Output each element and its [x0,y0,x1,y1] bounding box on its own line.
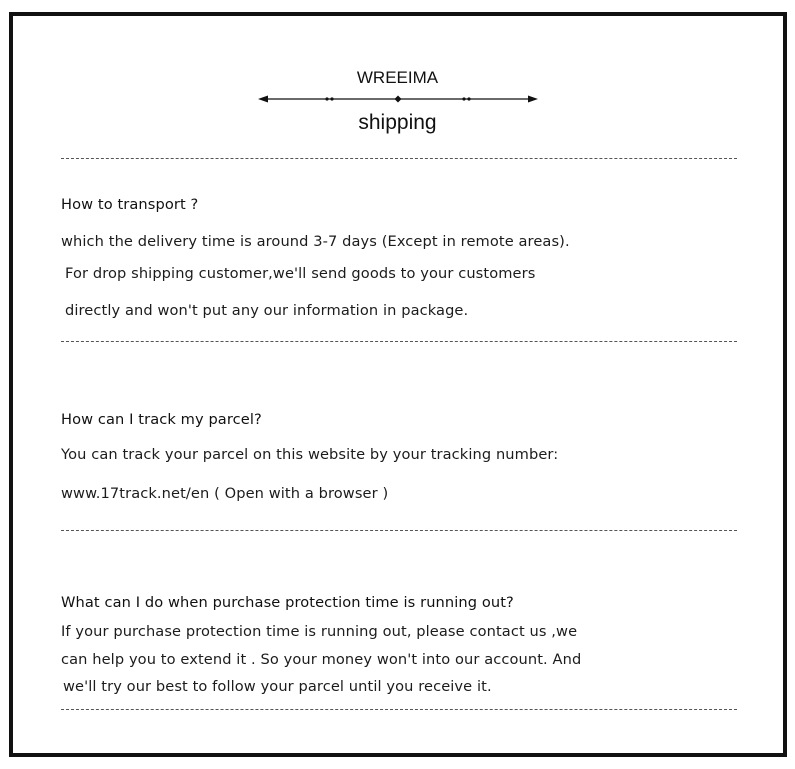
tracking-text-line: You can track your parcel on this website by your tracking number: [61,446,559,463]
section-divider [61,530,737,531]
section-heading-transport: How to transport ? [61,196,199,213]
transport-text-line: For drop shipping customer,we'll send goods to your customers [65,265,536,282]
brand-name: WREEIMA [356,68,439,87]
section-heading-protection: What can I do when purchase protection time is running out? [61,594,514,611]
decorative-arrow-ornament [258,91,538,107]
page-title: shipping [358,111,437,134]
transport-text-line: which the delivery time is around 3-7 days (Except in remote areas). [61,233,570,250]
transport-text-line: directly and won't put any our information in package. [65,302,469,319]
section-divider [61,341,737,342]
section-divider [61,158,737,159]
tracking-website-line: www.17track.net/en ( Open with a browser ) [61,485,389,502]
section-heading-tracking: How can I track my parcel? [61,411,262,428]
protection-text-line: If your purchase protection time is running out, please contact us ,we [61,623,578,640]
section-divider [61,709,737,710]
protection-text-line: can help you to extend it . So your money won't into our account. And [61,651,582,668]
protection-text-line: we'll try our best to follow your parcel until you receive it. [63,678,492,695]
